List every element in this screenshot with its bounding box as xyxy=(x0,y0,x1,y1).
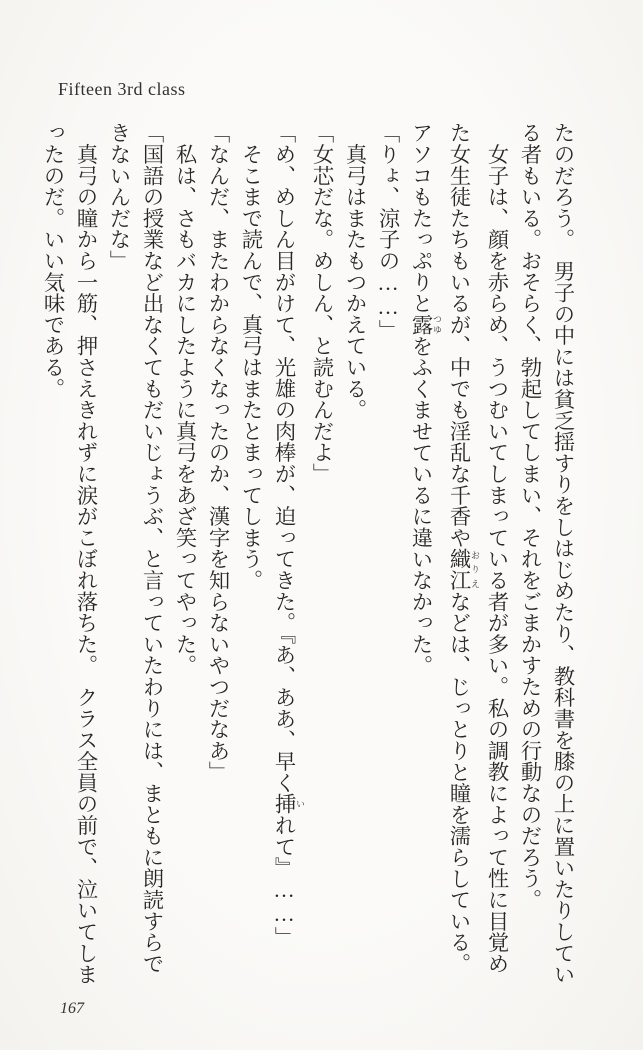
text-column: 真弓はまたもつかえている。 xyxy=(343,122,367,421)
text-column: 真弓の瞳から一筋、押さえきれずに涙がこぼれ落ちた。 クラス全員の前で、泣いてしま xyxy=(74,122,98,985)
text-column: きないんだな」 xyxy=(107,122,131,272)
main-text xyxy=(36,122,579,1000)
text-column: そこまで読んで、真弓はまたとまってしまう。 xyxy=(239,122,263,591)
furigana-ruby: 露 つゆ xyxy=(409,313,442,336)
text-column: たのだろう。 男子の中には貧乏揺すりをしはじめたり、教科書を膝の上に置いたりしてい xyxy=(551,122,575,985)
text-column: アソコもたっぷりと露 つゆをふくませているに違いなかった。 xyxy=(409,122,442,676)
text-column: 私は、さもバカにしたように真弓をあざ笑ってやった。 xyxy=(173,122,197,676)
text-column: 「なんだ、またわからなくなったのか、漢字を知らないやつだなあ」 xyxy=(206,122,230,783)
furigana-ruby: 挿 い xyxy=(272,792,305,815)
text-column: 「女芯だな。めしん、と読むんだよ」 xyxy=(310,122,334,485)
text-column: る者もいる。おそらく、勃起してしまい、それをごまかすための行動なのだろう。 xyxy=(518,122,542,911)
text-column: 「国語の授業など出なくてもだいじょうぶ、と言っていたわりには、まともに朗読すらで xyxy=(140,122,164,974)
text-column: 「りょ、涼子の……」 xyxy=(376,122,400,341)
text-column: 「め、めしん目がけて、光雄の肉棒が、迫ってきた。『あ、ああ、早く挿 いれて』……」 xyxy=(272,122,305,948)
running-header: Fifteen 3rd class xyxy=(58,79,186,99)
text-column: ったのだ。いい気味である。 xyxy=(41,122,65,399)
page-number: 167 xyxy=(60,1000,84,1017)
furigana-ruby: 織江 おりえ xyxy=(447,548,480,591)
text-column: 女子は、顔を赤らめ、うつむいてしまっている者が多い。私の調教によって性に目覚め xyxy=(485,122,509,974)
text-column: た女生徒たちもいるが、中でも淫乱な千香や織江 おりえなどは、じっとりと瞳を濡らしている。 xyxy=(447,122,480,975)
